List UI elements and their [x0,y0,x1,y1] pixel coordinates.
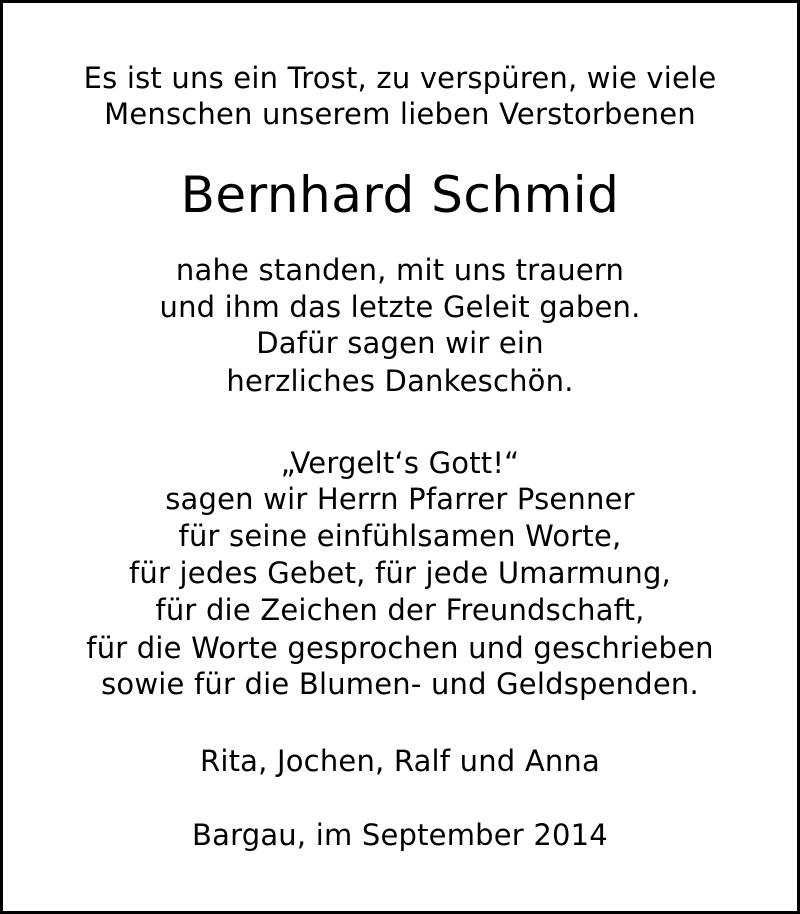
thanks-line-2: und ihm das letzte Geleit gaben. [159,290,641,324]
vergelts-gott-line-5: für die Zeichen der Freundschaft, [155,593,645,627]
intro-line-1: Es ist uns ein Trost, zu verspüren, wie viele [83,61,717,95]
place-date: Bargau, im September 2014 [192,818,608,852]
thanks-line-4: herzliches Dankeschön. [226,364,574,398]
vergelts-gott-line-7: sowie für die Blumen- und Geldspenden. [101,667,699,701]
deceased-name: Bernhard Schmid [180,166,620,224]
intro-line-2: Menschen unserem lieben Verstorbenen [104,97,696,131]
thanks-line-3: Dafür sagen wir ein [256,326,544,360]
vergelts-gott-heading: „Vergelt‘s Gott!“ [280,446,520,480]
family-signature: Rita, Jochen, Ralf und Anna [200,744,600,778]
vergelts-gott-line-2: sagen wir Herrn Pfarrer Psenner [165,482,635,516]
vergelts-gott-line-4: für jedes Gebet, für jede Umarmung, [129,556,671,590]
vergelts-gott-line-3: für seine einfühlsamen Worte, [178,519,622,553]
vergelts-gott-line-6: für die Worte gesprochen und geschrieben [86,631,714,665]
thanks-line-1: nahe standen, mit uns trauern [175,253,625,287]
